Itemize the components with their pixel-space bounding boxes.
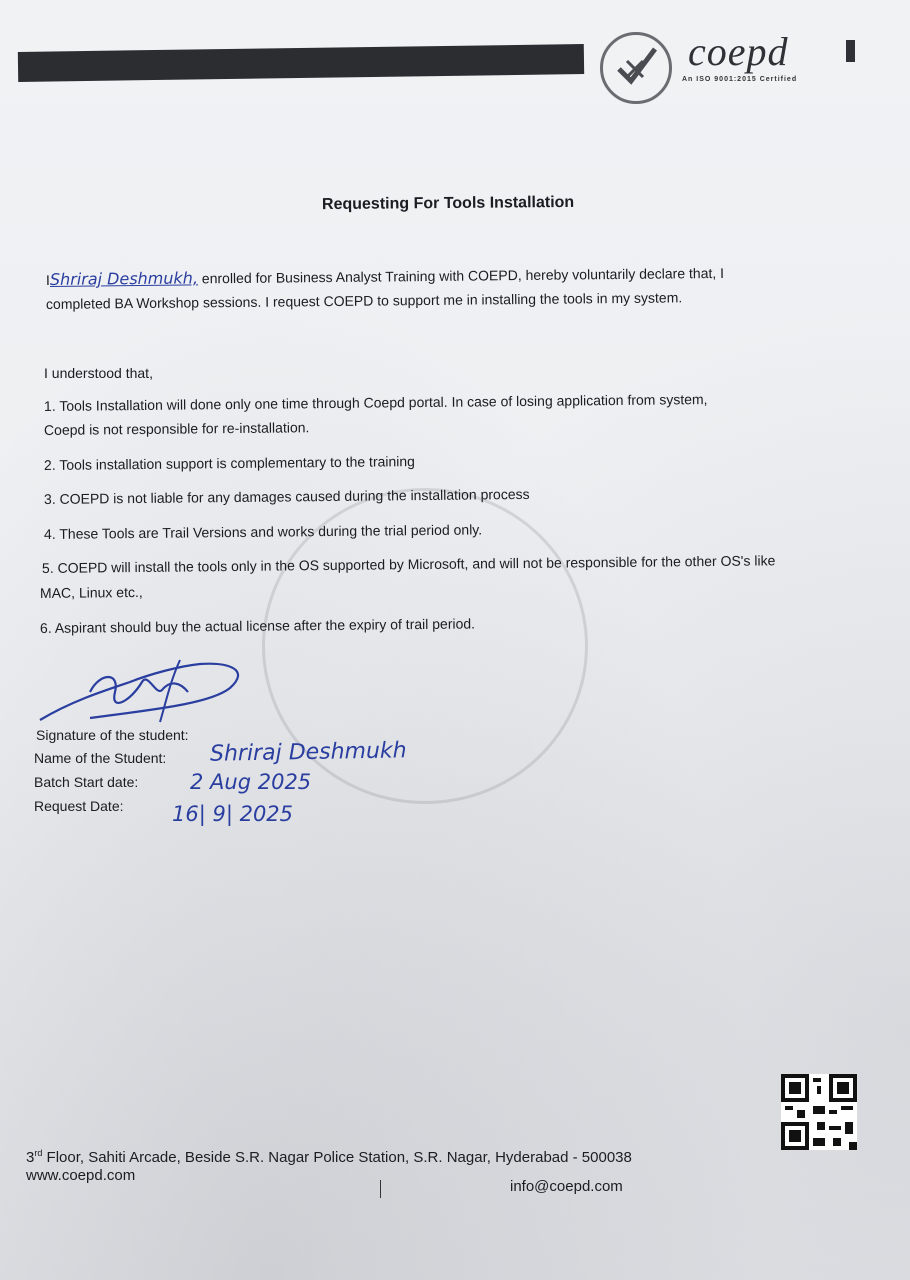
coepd-logo: [594, 22, 866, 100]
qr-code-icon: [781, 1074, 857, 1150]
logo-emblem: [600, 32, 672, 104]
header-bar: [18, 44, 584, 82]
logo-tagline: An ISO 9001:2015 Certified: [682, 76, 798, 83]
intro-line-2: completed BA Workshop sessions. I request COEPD to support me in installing the tools in my system.: [45, 289, 683, 312]
clause-1-line-2: Coepd is not responsible for re-installation.: [43, 419, 310, 438]
logo-check-icon: [603, 35, 669, 101]
understood-heading: I understood that,: [44, 365, 153, 381]
student-name-label: Name of the Student:: [34, 750, 167, 766]
batch-start-label: Batch Start date:: [34, 774, 139, 790]
clause-4: 4. These Tools are Trail Versions and works during the trial period only.: [43, 521, 483, 542]
signature-label: Signature of the student:: [36, 727, 189, 743]
clause-2: 2. Tools installation support is complementary to the training: [43, 453, 416, 473]
qr-code: [780, 1073, 858, 1151]
footer-address-text: Floor, Sahiti Arcade, Beside S.R. Nagar Police Station, S.R. Nagar, Hyderabad - 500038: [46, 1149, 632, 1166]
request-date-label: Request Date:: [34, 798, 124, 814]
logo-wordmark: coepd: [688, 29, 789, 74]
footer-address-number: 3: [26, 1149, 35, 1166]
clause-6: 6. Aspirant should buy the actual license after the expiry of trail period.: [39, 615, 476, 636]
logo-bar: [846, 40, 855, 62]
request-date-value: 16| 9| 2025: [172, 802, 294, 826]
handwritten-name: Shriraj Deshmukh,: [49, 268, 199, 289]
footer-address: [26, 1148, 632, 1166]
clause-3: 3. COEPD is not liable for any damages caused during the installation process: [43, 485, 530, 507]
clause-5-line-2: MAC, Linux etc.,: [39, 583, 143, 601]
document-title: Requesting For Tools Installation: [321, 193, 575, 214]
batch-start-value: 2 Aug 2025: [190, 770, 312, 794]
intro-prefix: I: [45, 271, 50, 288]
clause-1-line-1: 1. Tools Installation will done only one time through Coepd portal. In case of losing application from system,: [43, 391, 708, 414]
footer-divider: [380, 1180, 381, 1198]
student-name-value: Shriraj Deshmukh: [209, 738, 407, 767]
clause-5-line-1: 5. COEPD will install the tools only in the OS supported by Microsoft, and will not be responsible for the other OS's like: [41, 552, 776, 576]
footer-email: info@coepd.com: [510, 1178, 623, 1195]
footer-address-suffix: rd: [34, 1148, 43, 1158]
student-signature: [30, 652, 260, 732]
footer-website: www.coepd.com: [26, 1167, 136, 1184]
intro-line-1-text: enrolled for Business Analyst Training with COEPD, hereby voluntarily declare that, I: [201, 264, 725, 287]
